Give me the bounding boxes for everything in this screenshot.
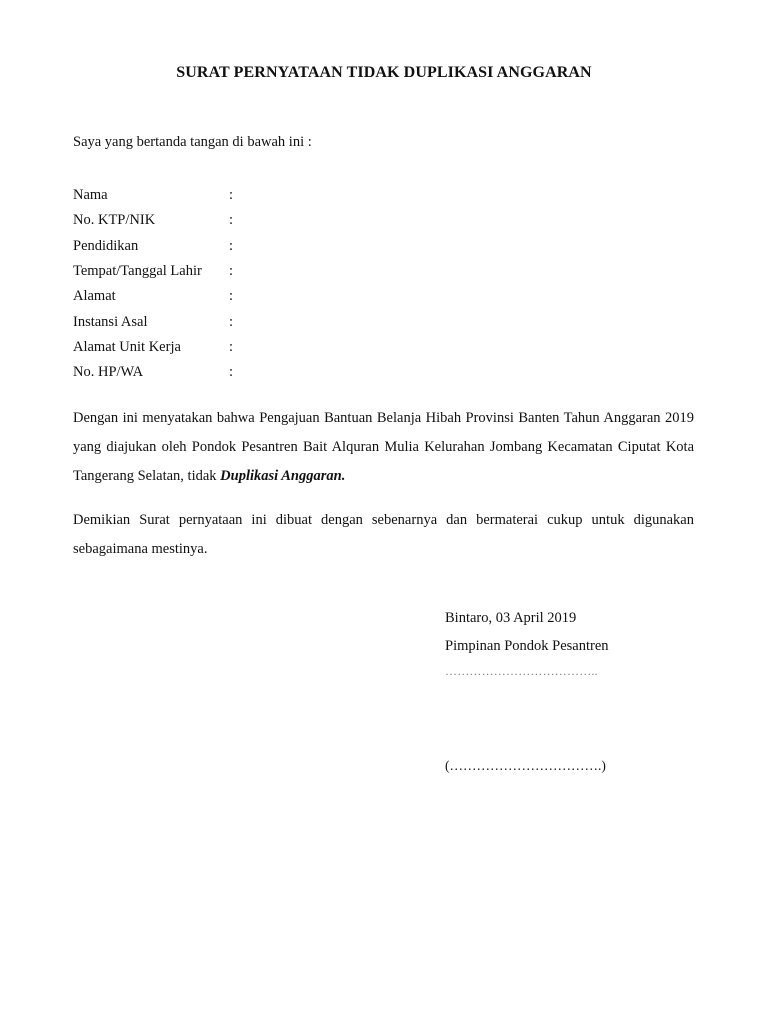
identity-fields xyxy=(73,183,239,385)
signer-name-placeholder: (…………………………….) xyxy=(445,758,606,773)
place-date: Bintaro, 03 April 2019 xyxy=(445,610,577,626)
field-colon: : xyxy=(229,187,234,204)
field-colon: : xyxy=(229,212,234,229)
field-label: No. KTP/NIK xyxy=(73,212,156,229)
signature-block xyxy=(445,604,609,682)
field-label: Nama xyxy=(73,187,108,204)
field-row-alamat-unit-kerja xyxy=(73,335,239,360)
field-colon: : xyxy=(229,364,234,381)
field-label: Instansi Asal xyxy=(73,313,148,330)
field-label: Pendidikan xyxy=(73,237,139,254)
field-colon: : xyxy=(229,263,234,280)
field-label: Alamat Unit Kerja xyxy=(73,338,181,355)
intro-text: Saya yang bertanda tangan di bawah ini : xyxy=(73,134,312,150)
field-colon: : xyxy=(229,338,234,355)
statement-paragraph xyxy=(73,404,694,491)
closing-paragraph: Demikian Surat pernyataan ini dibuat dengan sebenarnya dan bermaterai cukup untuk digunakan sebagaimana mestinya. xyxy=(73,512,694,557)
field-label: Alamat xyxy=(73,288,116,305)
field-label: Tempat/Tanggal Lahir xyxy=(73,263,202,280)
field-row-nama xyxy=(73,183,239,208)
field-row-ktp-nik xyxy=(73,208,239,233)
field-colon: : xyxy=(229,313,234,330)
field-label: No. HP/WA xyxy=(73,364,144,381)
field-row-hp-wa xyxy=(73,360,239,385)
dotted-line: ……………………………….. xyxy=(445,664,598,678)
field-row-instansi-asal xyxy=(73,309,239,334)
field-row-tempat-tanggal-lahir xyxy=(73,259,239,284)
document-title: SURAT PERNYATAAN TIDAK DUPLIKASI ANGGARAN xyxy=(176,64,592,81)
statement-emphasis: Duplikasi Anggaran xyxy=(220,468,342,484)
field-colon: : xyxy=(229,288,234,305)
signer-title: Pimpinan Pondok Pesantren xyxy=(445,638,609,654)
field-colon: : xyxy=(229,237,234,254)
field-row-pendidikan xyxy=(73,234,239,259)
field-row-alamat xyxy=(73,284,239,309)
statement-text: Dengan ini menyatakan bahwa Pengajuan Bantuan Belanja Hibah Provinsi Banten Tahun Anggaran 2019 yang diajukan oleh Pondok Pesantren Bait Alquran Mulia Kelurahan Jombang Kecamatan Ciputat Kota Tangerang Selatan, tidak xyxy=(73,410,694,484)
statement-end: . xyxy=(341,468,346,484)
